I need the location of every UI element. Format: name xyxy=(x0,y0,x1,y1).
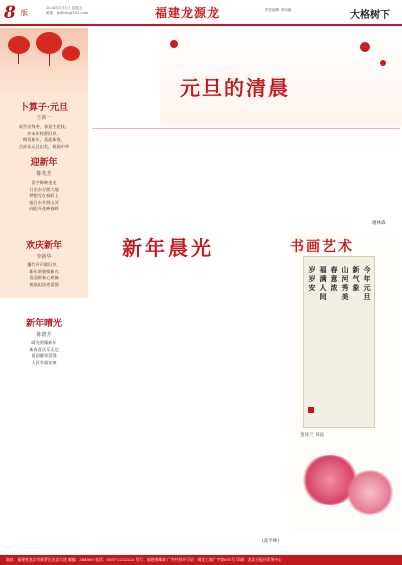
peony-icon xyxy=(345,470,395,515)
poem-title: 迎新年 xyxy=(30,158,58,168)
poem-title: 欢庆新年 xyxy=(25,241,62,251)
column-name: 大格树下 xyxy=(350,10,390,21)
lantern-decoration xyxy=(0,28,88,98)
ornament-icon xyxy=(170,40,178,48)
poem-line: 喜字辉映金龙 xyxy=(31,180,57,185)
poem-line: 梅发新年，喜迎新春， xyxy=(23,137,65,142)
divider xyxy=(92,128,400,129)
poem-line: 岁末年终辞旧岁， xyxy=(27,130,61,136)
issue-info xyxy=(46,6,88,16)
poem-line: 祖国繁荣富强 xyxy=(31,353,57,358)
poem-body xyxy=(6,124,82,150)
poem-line: 人民幸福安康 xyxy=(31,359,57,365)
poem-line: 雨雪送残冬，春意生花枝。 xyxy=(18,124,70,129)
calligraphy-column: 春意浓 xyxy=(330,265,338,292)
poem-line: 新年新貌换新衣 xyxy=(29,268,59,274)
calligraphy-column: 今年元旦 xyxy=(363,265,371,301)
poem-line: 向阳开花映春晖 xyxy=(29,206,59,211)
poem-line: 旭日东升照山河 xyxy=(29,199,59,205)
poem-title: 卜算子·元旦 xyxy=(19,103,69,113)
poem-title: 新年晴光 xyxy=(25,319,62,329)
article-ending: (高平林) xyxy=(262,539,280,544)
article-text-column xyxy=(93,262,188,542)
poem-line: 梦想写在春联上 xyxy=(29,193,59,198)
calligraphy-artwork xyxy=(303,256,375,428)
calligraphy-column: 福满人间 xyxy=(319,265,327,301)
calligraphy-column: 岁岁安 xyxy=(308,265,316,292)
lantern-icon xyxy=(36,32,62,54)
poem-author: 李新华 xyxy=(36,254,52,260)
poem-body xyxy=(6,262,82,288)
left-text-block xyxy=(4,370,84,550)
poem-author: 陈兆芳 xyxy=(36,171,52,177)
article-title: 元旦的清晨 xyxy=(180,76,290,100)
article-text-column xyxy=(318,130,400,230)
calligraphy-column: 山河秀美 xyxy=(341,265,349,301)
article-title: 新年晨光 xyxy=(122,236,214,260)
poem-line: 祝福祖国更富强 xyxy=(29,281,59,287)
poem-body xyxy=(6,340,82,366)
ornament-icon xyxy=(360,42,370,52)
article-text-column xyxy=(236,130,314,230)
header-rule xyxy=(0,24,402,26)
paper-name: 福建龙源龙 xyxy=(155,6,221,20)
poem-line: 日出东方照大地 xyxy=(29,186,59,192)
lantern-icon xyxy=(62,46,80,61)
poem-line: 新春喜庆乐无边 xyxy=(29,346,59,352)
email-line: 邮箱：fjzlhsh@163.com xyxy=(46,11,88,15)
tassel-icon xyxy=(49,54,50,66)
editor-line: 责任编辑 李伟毅 xyxy=(265,8,292,12)
lantern-icon xyxy=(8,36,30,54)
seal-stamp-icon xyxy=(308,407,314,413)
page-suffix: 版 xyxy=(21,9,28,17)
ornament-icon xyxy=(380,60,386,66)
calligraphy-caption: 金泽兰 书法 xyxy=(300,433,324,438)
article-text-column xyxy=(193,262,288,542)
poem-line: 吉祥从元旦出发，祝福中华 xyxy=(18,143,70,149)
article-text-column xyxy=(164,130,232,230)
footer-text: 地址：福建省龙岩市新罗区龙岩大道 邮编：364000 电话：0597-2222222 发行：福建省邮政 广告经营许可证：闽龙工商广字第001号 印刷：龙岩日报社印务中心 xyxy=(6,556,282,562)
date-line: 2024年1月1日 星期五 xyxy=(46,6,83,10)
article-author: 谢林森 xyxy=(372,221,386,226)
article-text-column xyxy=(93,130,160,230)
poem-line: 晴光照耀新年 xyxy=(31,340,57,345)
poem-line: 爆竹声声除旧岁， xyxy=(27,262,61,267)
tassel-icon xyxy=(18,54,19,64)
poem-line: 喜迎新春心欢畅 xyxy=(29,275,59,280)
calligraphy-column: 新气象 xyxy=(352,265,360,292)
poem-author: 陈德芳 xyxy=(36,332,52,338)
page-number: 8 xyxy=(4,3,16,23)
poem-author: 王新一 xyxy=(36,115,52,121)
art-section-title: 书画艺术 xyxy=(290,239,354,255)
poem-body xyxy=(6,180,82,213)
